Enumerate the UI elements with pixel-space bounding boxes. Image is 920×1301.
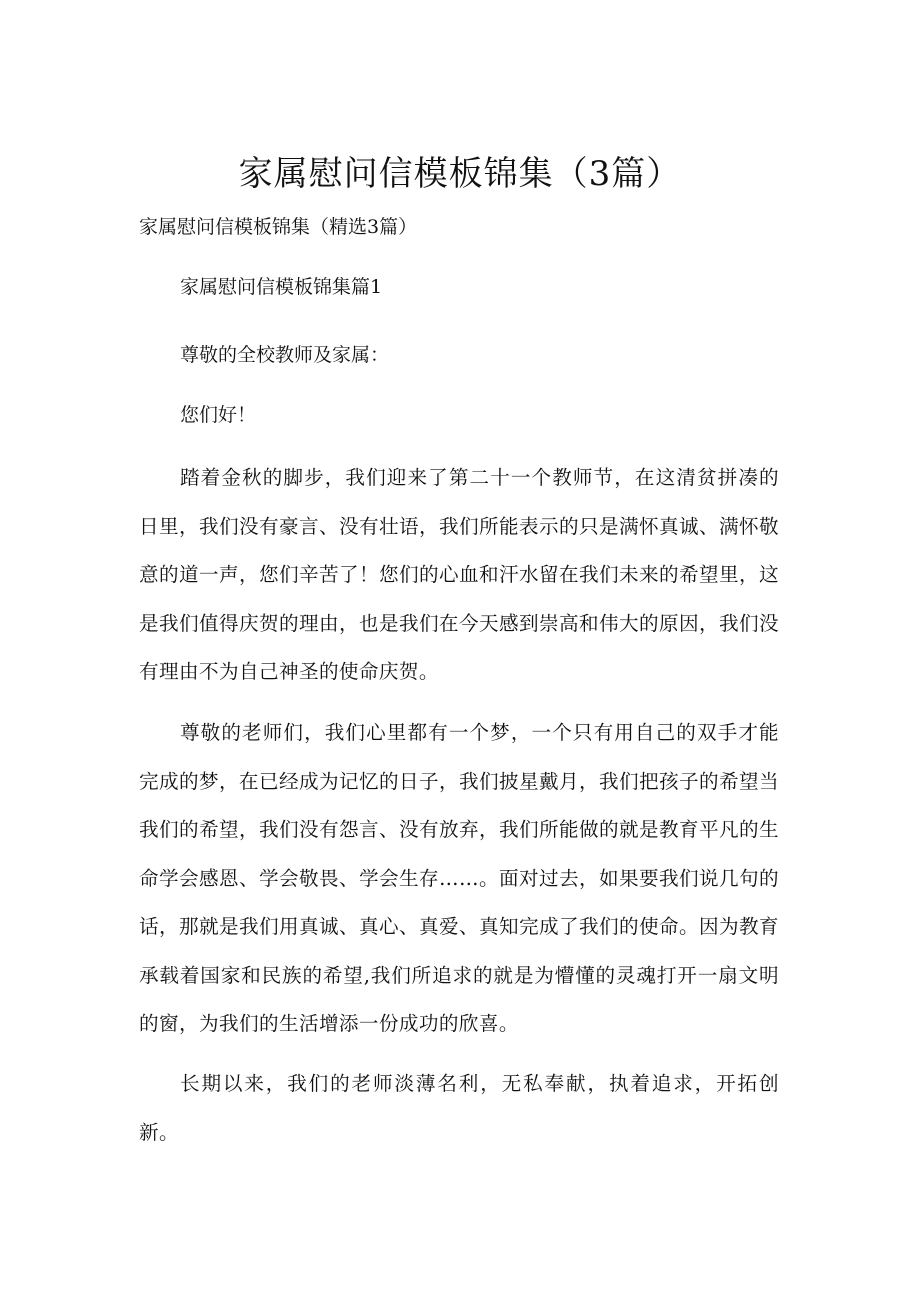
document-subtitle: 家属慰问信模板锦集（精选3篇） <box>139 216 418 238</box>
body-paragraph-1: 踏着金秋的脚步，我们迎来了第二十一个教师节，在这清贫拼凑的日里，我们没有豪言、没有壮语，我们所能表示的只是满怀真诚、满怀敬意的道一声，您们辛苦了！您们的心血和汗水留在我们未来的希望里，这是我们值得庆贺的理由，也是我们在今天感到崇高和伟大的原因，我们没有理由不为自己神圣的使命庆贺。 <box>139 466 779 683</box>
section-heading: 家属慰问信模板锦集篇1 <box>180 276 383 298</box>
body-paragraph-3: 长期以来，我们的老师淡薄名利，无私奉献，执着追求，开拓创新。 <box>139 1072 779 1144</box>
salutation: 尊敬的全校教师及家属： <box>180 344 390 366</box>
document-title: 家属慰问信模板锦集（3篇） <box>238 154 682 194</box>
greeting: 您们好！ <box>180 404 257 426</box>
body-paragraph-2: 尊敬的老师们，我们心里都有一个梦，一个只有用自己的双手才能完成的梦，在已经成为记忆的日子，我们披星戴月，我们把孩子的希望当我们的希望，我们没有怨言、没有放弃，我们所能做的就是教育平凡的生命学会感恩、学会敬畏、学会生存……。面对过去，如果要我们说几句的话，那就是我们用真诚、真心、真爱、真知完成了我们的使命。因为教育承载着国家和民族的希望,我们所追求的就是为懵懂的灵魂打开一扇文明的窗，为我们的生活增添一份成功的欣喜。 <box>139 721 779 1035</box>
